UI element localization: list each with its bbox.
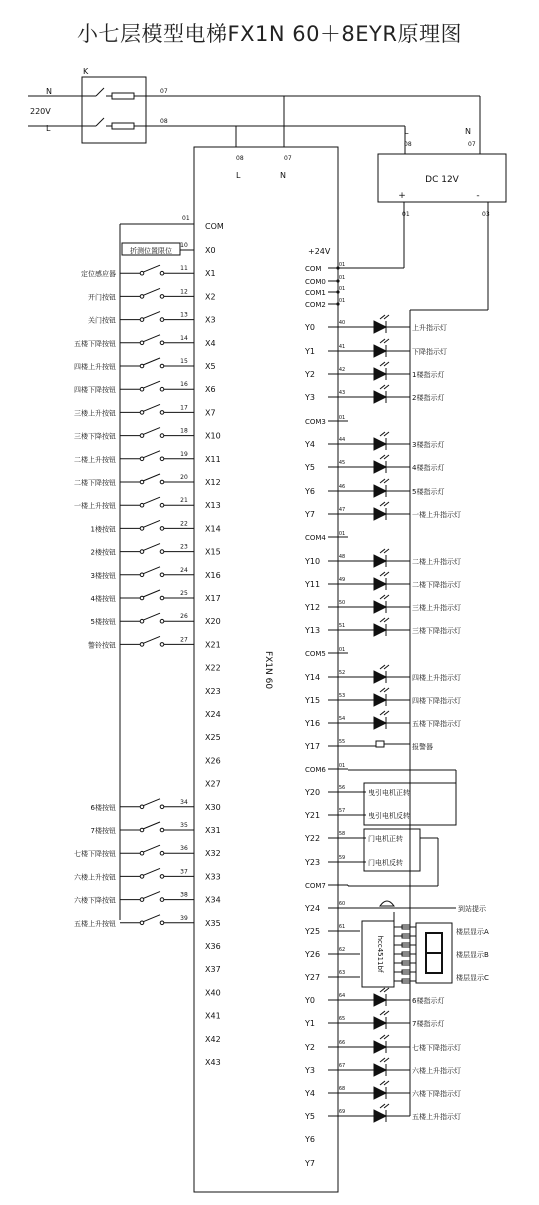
input-terminal-X32: X32 [205, 849, 221, 859]
output-wire-15: 49 [338, 577, 346, 583]
input-label-X35: 五楼上升按钮 [74, 919, 116, 928]
output-label-16: 三楼上升指示灯 [412, 604, 461, 612]
input-terminal-X0: X0 [205, 246, 216, 255]
output-terminal-1: COM0 [305, 278, 326, 286]
output-wire-3: 01 [338, 298, 346, 304]
output-terminal-0: COM [305, 265, 322, 273]
output-label-37: 六楼下降指示灯 [412, 1090, 461, 1098]
led-icon-33 [374, 994, 386, 1006]
led-icon-36 [374, 1064, 386, 1076]
power-switch-box [82, 77, 146, 143]
input-wire-X14: 22 [180, 520, 188, 528]
dc-minus-label: - [476, 191, 480, 201]
switch-contact2-X4 [160, 341, 164, 345]
switch-contact2-X12 [160, 480, 164, 484]
output-label-24: 曳引电机正转 [368, 789, 410, 797]
dc-wire-07: 07 [468, 141, 476, 148]
output-wire-9: 44 [338, 437, 346, 443]
output-wire-21: 54 [338, 716, 346, 722]
output-wire-16: 50 [338, 600, 346, 606]
input-label-X7: 三楼上升按钮 [74, 409, 116, 418]
output-terminal-22: Y17 [305, 742, 321, 751]
plc-com-wire: 01 [182, 215, 190, 222]
output-terminal-10: Y5 [305, 463, 315, 472]
input-wire-X21: 27 [180, 636, 188, 644]
output-label-33: 6楼指示灯 [412, 997, 445, 1005]
plc-term-l: L [236, 171, 241, 180]
led-icon-38 [374, 1110, 386, 1122]
input-terminal-X25: X25 [205, 733, 221, 743]
input-label-X32: 七楼下降按钮 [74, 850, 116, 859]
switch-blade-X7 [143, 404, 160, 411]
output-wire-34: 65 [338, 1016, 346, 1022]
output-terminal-32: Y27 [305, 973, 321, 982]
output-wire-35: 66 [338, 1040, 346, 1046]
output-label-21: 五楼下降指示灯 [412, 720, 461, 728]
switch-contact2-X6 [160, 387, 164, 391]
output-terminal-40: Y7 [305, 1159, 315, 1168]
input-terminal-X27: X27 [205, 779, 221, 789]
output-wire-31: 62 [338, 947, 346, 953]
output-terminal-38: Y5 [305, 1112, 315, 1121]
input-terminal-X4: X4 [205, 338, 216, 348]
switch-contact2-X34 [160, 898, 164, 902]
input-wire-X13: 21 [180, 497, 188, 505]
switch-contact2-X5 [160, 364, 164, 368]
switch-blade-X12 [143, 474, 160, 481]
input-terminal-X31: X31 [205, 826, 221, 835]
output-terminal-6: Y2 [305, 370, 315, 379]
switch-blade-X35 [143, 915, 160, 922]
output-wire-30: 61 [338, 924, 346, 930]
input-terminal-X33: X33 [205, 872, 221, 882]
plc-term-08: 08 [236, 155, 244, 162]
output-wire-10: 45 [338, 460, 346, 466]
input-wire-X17: 25 [180, 590, 188, 597]
switch-contact2-X7 [160, 411, 164, 415]
led-icon-15 [374, 578, 386, 590]
output-terminal-2: COM1 [305, 289, 326, 297]
output-wire-33: 64 [338, 993, 346, 999]
output-label-32: 楼层显示C [456, 974, 489, 982]
input-wire-X11: 19 [180, 450, 188, 458]
output-terminal-13: COM4 [305, 534, 326, 542]
output-wire-1: 01 [338, 275, 346, 281]
output-terminal-15: Y11 [305, 580, 321, 589]
dc-wire-01: 01 [402, 211, 410, 218]
switch-blade-X6 [143, 381, 160, 388]
output-label-26: 门电机正转 [368, 835, 403, 843]
output-label-6: 1楼指示灯 [412, 371, 445, 379]
input-terminal-X15: X15 [205, 547, 221, 557]
output-wire-25: 57 [338, 808, 346, 814]
input-terminal-X7: X7 [205, 408, 216, 418]
output-wire-27: 59 [338, 855, 346, 861]
output-terminal-30: Y25 [305, 927, 321, 936]
output-terminal-7: Y3 [305, 393, 315, 402]
switch-contact2-X13 [160, 503, 164, 507]
input-label-X0: 折测位置限位 [130, 247, 172, 255]
output-terminal-28: COM7 [305, 882, 326, 890]
output-label-15: 二楼下降指示灯 [412, 581, 461, 589]
input-terminal-X26: X26 [205, 756, 221, 766]
input-wire-X3: 13 [180, 311, 188, 319]
input-terminal-X30: X30 [205, 802, 221, 812]
switch-blade-X32 [143, 845, 160, 852]
dc-plus-label: + [398, 191, 406, 201]
input-terminal-X22: X22 [205, 663, 221, 673]
switch-contact2-X15 [160, 550, 164, 554]
input-wire-X7: 17 [180, 404, 188, 412]
switch-blade-X17 [143, 590, 160, 597]
output-label-38: 五楼上升指示灯 [412, 1113, 461, 1121]
led-icon-5 [374, 345, 386, 357]
input-wire-X33: 37 [180, 868, 188, 876]
input-label-X13: 一楼上升按钮 [74, 502, 116, 511]
input-label-X5: 四楼上升按钮 [74, 363, 116, 371]
led-icon-17 [374, 624, 386, 636]
output-wire-23: 01 [338, 763, 346, 769]
plc-term-n: N [280, 171, 286, 180]
switch-contact2-X1 [160, 271, 164, 275]
dc-in-l-label: L [404, 127, 409, 136]
plc-term-07: 07 [284, 155, 292, 162]
switch-blade-X34 [143, 892, 160, 899]
output-wire-29: 60 [338, 901, 346, 907]
output-terminal-31: Y26 [305, 950, 321, 959]
switch-contact2-X33 [160, 875, 164, 879]
output-label-4: 上升指示灯 [412, 324, 447, 332]
output-layer [304, 262, 489, 1168]
output-terminal-29: Y24 [305, 904, 321, 913]
switch-contact2-X20 [160, 619, 164, 623]
switch-blade-X11 [143, 451, 160, 458]
input-terminal-X36: X36 [205, 942, 221, 951]
switch-blade-X14 [143, 520, 160, 527]
input-terminal-X43: X43 [205, 1058, 221, 1067]
dc-supply-label: DC 12V [425, 175, 459, 185]
switch-blade-X20 [143, 613, 160, 620]
output-terminal-36: Y3 [305, 1066, 315, 1075]
decoder-label: hcc4511bf [376, 935, 384, 973]
output-wire-2: 01 [338, 286, 346, 292]
output-terminal-35: Y2 [305, 1043, 315, 1052]
input-label-X17: 4楼按钮 [90, 595, 116, 603]
output-label-9: 3楼指示灯 [412, 441, 445, 449]
output-terminal-20: Y15 [305, 696, 321, 705]
input-label-X3: 关门按钮 [88, 316, 116, 325]
led-icon-21 [374, 717, 386, 729]
output-wire-0: 01 [338, 262, 346, 268]
switch-blade-X16 [143, 567, 160, 574]
led-icon-6 [374, 368, 386, 380]
switch-blade-X2 [143, 288, 160, 295]
led-icon-11 [374, 485, 386, 497]
output-terminal-12: Y7 [305, 510, 315, 519]
mains-n-label: N [46, 87, 52, 96]
output-label-11: 5楼指示灯 [412, 488, 445, 496]
input-label-X11: 二楼上升按钮 [74, 455, 116, 464]
output-terminal-14: Y10 [305, 557, 321, 566]
input-label-X34: 六楼下降按钮 [74, 896, 116, 905]
input-wire-X20: 26 [180, 613, 188, 621]
output-wire-26: 58 [338, 831, 346, 837]
output-label-14: 二楼上升指示灯 [412, 558, 461, 566]
input-wire-X15: 23 [180, 543, 188, 551]
output-wire-5: 41 [338, 344, 346, 350]
output-wire-13: 01 [338, 531, 346, 537]
input-terminal-X3: X3 [205, 315, 216, 325]
input-label-X12: 二楼下降按钮 [74, 479, 116, 487]
input-terminal-X14: X14 [205, 524, 221, 534]
input-terminal-X24: X24 [205, 710, 221, 719]
output-label-27: 门电机反转 [368, 859, 403, 867]
led-icon-12 [374, 508, 386, 520]
output-wire-18: 01 [338, 647, 346, 653]
output-terminal-24: Y20 [305, 788, 321, 797]
output-wire-37: 68 [338, 1086, 346, 1092]
input-wire-X5: 15 [180, 358, 188, 365]
input-wire-X34: 38 [180, 891, 188, 899]
switch-blade-X30 [143, 799, 160, 806]
output-label-5: 下降指示灯 [412, 348, 447, 356]
switch-blade-X13 [143, 497, 160, 504]
led-icon-37 [374, 1087, 386, 1099]
output-terminal-18: COM5 [305, 650, 326, 658]
switch-blade-X1 [143, 265, 160, 272]
output-terminal-11: Y6 [305, 487, 315, 496]
mains-wire-08: 08 [160, 118, 168, 125]
switch-blade-X15 [143, 544, 160, 551]
switch-contact2-X16 [160, 573, 164, 577]
plc-model-label: FX1N 60 [263, 650, 273, 690]
output-terminal-3: COM2 [305, 301, 326, 309]
output-wire-4: 40 [338, 320, 346, 326]
input-terminal-X5: X5 [205, 362, 216, 371]
switch-label: K [83, 67, 89, 76]
switch-contact2-X32 [160, 851, 164, 855]
output-label-35: 七楼下降指示灯 [412, 1044, 461, 1052]
output-label-36: 六楼上升指示灯 [412, 1067, 461, 1075]
dc-in-n-label: N [465, 127, 471, 136]
output-wire-7: 43 [338, 390, 346, 396]
output-wire-6: 42 [338, 367, 346, 373]
led-icon-4 [374, 321, 386, 333]
output-label-19: 四楼上升指示灯 [412, 674, 461, 682]
output-terminal-16: Y12 [305, 603, 321, 612]
mains-voltage-label: 220V [30, 107, 51, 116]
input-wire-X4: 14 [180, 334, 188, 342]
switch-blade-X4 [143, 335, 160, 342]
switch-blade-X31 [143, 822, 160, 829]
switch-contact2-X14 [160, 527, 164, 531]
input-wire-X10: 18 [180, 427, 188, 435]
dc-wire-08: 08 [404, 141, 412, 148]
input-label-X14: 1楼按钮 [90, 525, 116, 534]
input-label-X2: 开门按钮 [88, 293, 116, 302]
output-wire-20: 53 [338, 693, 346, 699]
switch-contact2-X3 [160, 318, 164, 322]
switch-contact2-X35 [160, 921, 164, 925]
input-terminal-X41: X41 [205, 1011, 221, 1021]
output-wire-14: 48 [338, 554, 346, 560]
output-terminal-23: COM6 [305, 766, 326, 774]
output-wire-11: 46 [338, 484, 346, 490]
input-terminal-X11: X11 [205, 454, 221, 464]
mains-l-label: L [46, 124, 51, 133]
plc-input-com: COM [205, 222, 224, 231]
input-terminal-X17: X17 [205, 594, 221, 603]
output-wire-36: 67 [338, 1063, 346, 1069]
led-icon-10 [374, 461, 386, 473]
input-terminal-X40: X40 [205, 988, 221, 998]
switch-blade-X10 [143, 428, 160, 435]
switch-contact2-X17 [160, 596, 164, 600]
input-wire-X16: 24 [180, 566, 188, 574]
input-wire-X0: 10 [180, 242, 188, 249]
output-terminal-37: Y4 [305, 1089, 315, 1098]
input-terminal-X20: X20 [205, 617, 221, 627]
arrival-bell-icon [380, 901, 394, 906]
input-terminal-X21: X21 [205, 640, 221, 650]
output-label-30: 楼层显示A [456, 928, 489, 936]
output-terminal-39: Y6 [305, 1135, 315, 1144]
output-terminal-27: Y23 [305, 858, 321, 867]
output-label-34: 7楼指示灯 [412, 1020, 445, 1028]
fuse-n [112, 93, 134, 99]
plc-24v: +24V [308, 247, 331, 256]
page-title: 小七层模型电梯FX1N 60＋8EYR原理图 [77, 22, 462, 46]
mains-wire-07: 07 [160, 88, 168, 95]
output-wire-22: 55 [338, 739, 346, 745]
fuse-l [112, 123, 134, 129]
seven-segment-digit-icon [426, 933, 442, 973]
output-terminal-33: Y0 [305, 996, 315, 1005]
output-wire-12: 47 [338, 507, 346, 513]
input-wire-X6: 16 [180, 381, 188, 389]
input-terminal-X10: X10 [205, 431, 221, 441]
input-wire-X32: 36 [180, 845, 188, 853]
output-wire-38: 69 [338, 1109, 346, 1115]
led-icon-14 [374, 555, 386, 567]
output-terminal-19: Y14 [305, 673, 321, 682]
led-icon-20 [374, 694, 386, 706]
input-wire-X35: 39 [180, 914, 188, 922]
output-wire-32: 63 [338, 970, 346, 976]
input-label-X6: 四楼下降按钮 [74, 386, 116, 395]
output-label-25: 曳引电机反转 [368, 812, 410, 820]
switch-contact2-X21 [160, 643, 164, 647]
input-label-X4: 五楼下降按钮 [74, 339, 116, 348]
output-label-29: 到站提示 [458, 905, 486, 913]
input-label-X21: 警铃按钮 [88, 641, 116, 650]
input-terminal-X23: X23 [205, 686, 221, 696]
input-label-X15: 2楼按钮 [90, 548, 116, 557]
switch-contact2-X30 [160, 805, 164, 809]
input-layer [74, 242, 221, 1067]
input-label-X16: 3楼按钮 [90, 571, 116, 580]
switch-contact2-X2 [160, 295, 164, 299]
led-icon-19 [374, 671, 386, 683]
input-wire-X2: 12 [180, 288, 188, 296]
output-terminal-21: Y16 [305, 719, 321, 728]
input-label-X20: 5楼按钮 [90, 618, 116, 627]
led-icon-35 [374, 1041, 386, 1053]
output-terminal-9: Y4 [305, 440, 315, 449]
output-wire-8: 01 [338, 415, 346, 421]
output-wire-24: 56 [338, 785, 346, 791]
output-label-7: 2楼指示灯 [412, 394, 445, 402]
led-icon-9 [374, 438, 386, 450]
input-terminal-X2: X2 [205, 292, 216, 302]
input-terminal-X16: X16 [205, 570, 221, 580]
output-terminal-4: Y0 [305, 323, 315, 332]
input-wire-X1: 11 [180, 265, 188, 273]
output-terminal-34: Y1 [305, 1019, 315, 1028]
input-terminal-X34: X34 [205, 895, 221, 905]
input-label-X10: 三楼下降按钮 [74, 432, 116, 441]
input-terminal-X35: X35 [205, 918, 221, 928]
dc-wire-03: 03 [482, 211, 490, 218]
input-terminal-X42: X42 [205, 1034, 221, 1044]
switch-blade-X5 [143, 358, 160, 365]
switch-contact2-X31 [160, 828, 164, 832]
output-label-10: 4楼指示灯 [412, 464, 445, 472]
led-icon-16 [374, 601, 386, 613]
switch-contact2-X11 [160, 457, 164, 461]
led-icon-34 [374, 1017, 386, 1029]
output-label-20: 四楼下降指示灯 [412, 697, 461, 705]
input-label-X30: 6楼按钮 [90, 803, 116, 812]
input-wire-X31: 35 [180, 822, 188, 829]
input-label-X33: 六楼上升按钮 [74, 873, 116, 882]
output-label-12: 一楼上升指示灯 [412, 511, 461, 519]
input-label-X31: 7楼按钮 [90, 827, 116, 835]
input-terminal-X13: X13 [205, 501, 221, 511]
switch-contact2-X10 [160, 434, 164, 438]
input-terminal-X1: X1 [205, 269, 216, 279]
output-label-17: 三楼下降指示灯 [412, 627, 461, 635]
input-wire-X30: 34 [180, 798, 188, 806]
input-terminal-X12: X12 [205, 478, 221, 487]
output-terminal-17: Y13 [305, 626, 321, 635]
switch-blade-X33 [143, 868, 160, 875]
led-icon-7 [374, 391, 386, 403]
output-terminal-5: Y1 [305, 347, 315, 356]
input-label-X1: 定位感应器 [81, 270, 116, 279]
input-terminal-X6: X6 [205, 385, 216, 395]
alarm-buzzer-icon [376, 741, 384, 747]
output-wire-17: 51 [338, 623, 346, 629]
output-terminal-25: Y21 [305, 811, 321, 820]
output-label-22: 报警器 [412, 743, 433, 751]
input-terminal-X37: X37 [205, 965, 221, 975]
output-terminal-8: COM3 [305, 418, 326, 426]
output-wire-19: 52 [338, 670, 346, 676]
switch-blade-X21 [143, 636, 160, 643]
output-terminal-26: Y22 [305, 834, 321, 843]
input-wire-X12: 20 [180, 474, 188, 481]
switch-blade-X3 [143, 312, 160, 319]
output-label-31: 楼层显示B [456, 951, 489, 959]
